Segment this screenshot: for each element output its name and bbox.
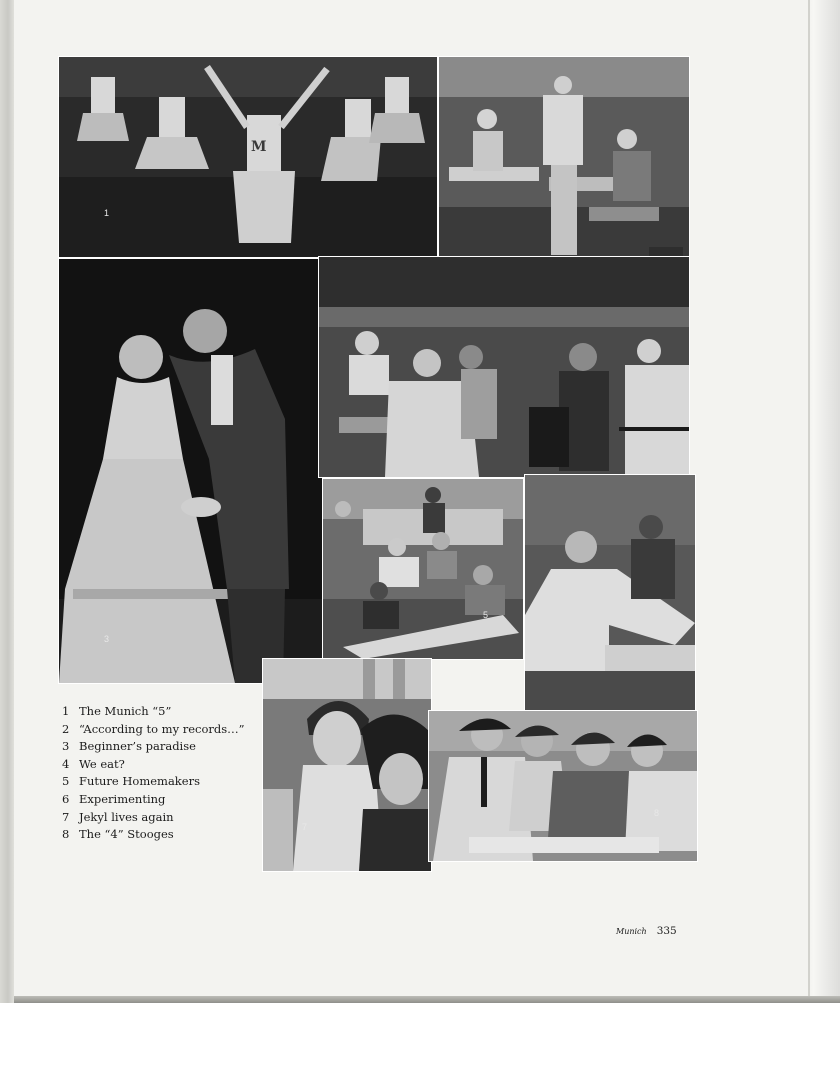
- page-folio: [616, 925, 677, 937]
- caption-item: 8 The “4” Stooges: [62, 827, 174, 842]
- photo-number-3: 3: [104, 634, 110, 644]
- photo-number-5: 5: [483, 610, 489, 620]
- caption-item: 7 Jekyl lives again: [62, 809, 174, 824]
- caption-item: 2 “According to my records…”: [62, 721, 245, 736]
- caption-item: 5 Future Homemakers: [62, 774, 200, 789]
- caption-list: [62, 703, 262, 844]
- photo-number-7: 7: [302, 822, 308, 832]
- caption-item: 3 Beginner’s paradise: [62, 739, 196, 754]
- photo-dancing-couple: [58, 258, 324, 684]
- photo-number-8: 8: [654, 808, 660, 818]
- photo-future-homemakers: [322, 478, 524, 660]
- photo-cheerleaders: [58, 56, 438, 258]
- caption-item: 6 Experimenting: [62, 791, 166, 806]
- page-bottom-shadow: [14, 996, 840, 1003]
- svg-text:M: M: [251, 139, 267, 155]
- photo-number-1: 1: [104, 208, 110, 218]
- photo-jekyl: [262, 658, 432, 872]
- caption-item: 4 We eat?: [62, 756, 125, 771]
- page-number: 335: [656, 925, 677, 937]
- caption-item: 1 The Munich “5”: [62, 704, 172, 718]
- photo-four-stooges: [428, 710, 698, 862]
- folio-school-name: Munich: [616, 927, 647, 936]
- photo-cafeteria: [318, 256, 690, 478]
- photo-experimenting: [524, 474, 696, 712]
